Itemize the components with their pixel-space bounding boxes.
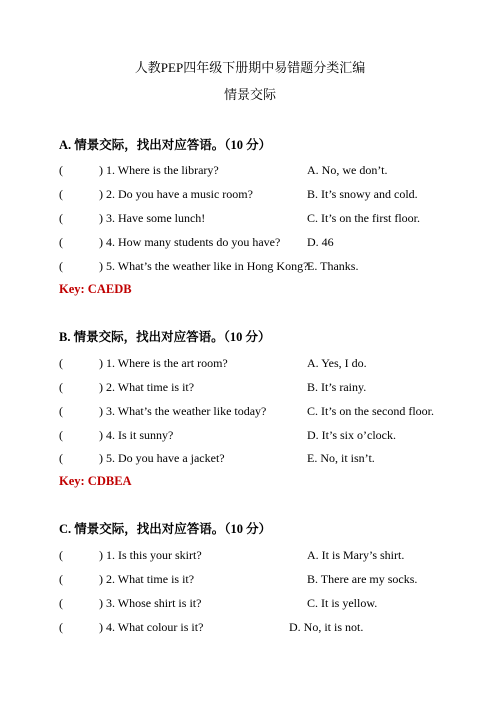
answer-option: C. It’s on the second floor. bbox=[307, 404, 434, 418]
answer-blank: ( bbox=[59, 380, 63, 394]
answer-option: D. 46 bbox=[307, 235, 334, 249]
question-text: ) 2. What time is it? bbox=[99, 380, 195, 394]
question-text: ) 5. What’s the weather like in Hong Kong? bbox=[99, 259, 309, 273]
section-b-item-2 bbox=[0, 379, 500, 395]
answer-blank: ( bbox=[59, 211, 63, 225]
section-b-heading: B. 情景交际，找出对应答语。（10 分） bbox=[59, 330, 271, 344]
answer-option: A. No, we don’t. bbox=[307, 163, 388, 177]
section-a-heading: A. 情景交际，找出对应答语。（10 分） bbox=[59, 138, 272, 152]
section-c-item-1 bbox=[0, 547, 500, 563]
section-b-item-3 bbox=[0, 403, 500, 419]
section-a-item-2 bbox=[0, 186, 500, 202]
question-text: ) 4. What colour is it? bbox=[99, 620, 204, 634]
section-a-item-4 bbox=[0, 234, 500, 250]
question-text: ) 4. Is it sunny? bbox=[99, 428, 174, 442]
answer-option: B. It’s snowy and cold. bbox=[307, 187, 418, 201]
question-text: ) 3. Have some lunch! bbox=[99, 211, 206, 225]
section-a-item-1 bbox=[0, 162, 500, 178]
section-c-heading: C. 情景交际，找出对应答语。（10 分） bbox=[59, 522, 272, 536]
question-text: ) 2. Do you have a music room? bbox=[99, 187, 253, 201]
answer-option: B. It’s rainy. bbox=[307, 380, 367, 394]
answer-option: C. It is yellow. bbox=[307, 596, 378, 610]
answer-blank: ( bbox=[59, 259, 63, 273]
answer-blank: ( bbox=[59, 572, 63, 586]
section-a-item-3 bbox=[0, 210, 500, 226]
section-b-answer-key: Key: CDBEA bbox=[59, 474, 132, 488]
answer-blank: ( bbox=[59, 620, 63, 634]
answer-option: E. Thanks. bbox=[307, 259, 359, 273]
answer-blank: ( bbox=[59, 548, 63, 562]
answer-option: C. It’s on the first floor. bbox=[307, 211, 420, 225]
answer-option: A. Yes, I do. bbox=[307, 356, 367, 370]
section-a-item-5 bbox=[0, 258, 500, 274]
section-b-item-5 bbox=[0, 450, 500, 466]
question-text: ) 4. How many students do you have? bbox=[99, 235, 281, 249]
answer-blank: ( bbox=[59, 187, 63, 201]
question-text: ) 2. What time is it? bbox=[99, 572, 195, 586]
answer-option: D. No, it is not. bbox=[289, 620, 364, 634]
answer-blank: ( bbox=[59, 596, 63, 610]
answer-option: E. No, it isn’t. bbox=[307, 451, 375, 465]
section-b-item-4 bbox=[0, 427, 500, 443]
page-subtitle: 情景交际 bbox=[223, 87, 276, 102]
answer-blank: ( bbox=[59, 428, 63, 442]
section-c-item-2 bbox=[0, 571, 500, 587]
section-c-item-4 bbox=[0, 619, 500, 635]
answer-blank: ( bbox=[59, 356, 63, 370]
section-c-item-3 bbox=[0, 595, 500, 611]
section-a-answer-key: Key: CAEDB bbox=[59, 282, 132, 296]
question-text: ) 5. Do you have a jacket? bbox=[99, 451, 225, 465]
answer-option: A. It is Mary’s shirt. bbox=[307, 548, 405, 562]
answer-blank: ( bbox=[59, 404, 63, 418]
question-text: ) 3. Whose shirt is it? bbox=[99, 596, 202, 610]
answer-blank: ( bbox=[59, 451, 63, 465]
answer-blank: ( bbox=[59, 235, 63, 249]
question-text: ) 1. Where is the art room? bbox=[99, 356, 228, 370]
question-text: ) 1. Is this your skirt? bbox=[99, 548, 202, 562]
section-b-item-1 bbox=[0, 355, 500, 371]
question-text: ) 3. What’s the weather like today? bbox=[99, 404, 267, 418]
answer-option: B. There are my socks. bbox=[307, 572, 418, 586]
page-title: 人教PEP四年级下册期中易错题分类汇编 bbox=[134, 60, 366, 75]
answer-blank: ( bbox=[59, 163, 63, 177]
answer-option: D. It’s six o’clock. bbox=[307, 428, 396, 442]
question-text: ) 1. Where is the library? bbox=[99, 163, 219, 177]
